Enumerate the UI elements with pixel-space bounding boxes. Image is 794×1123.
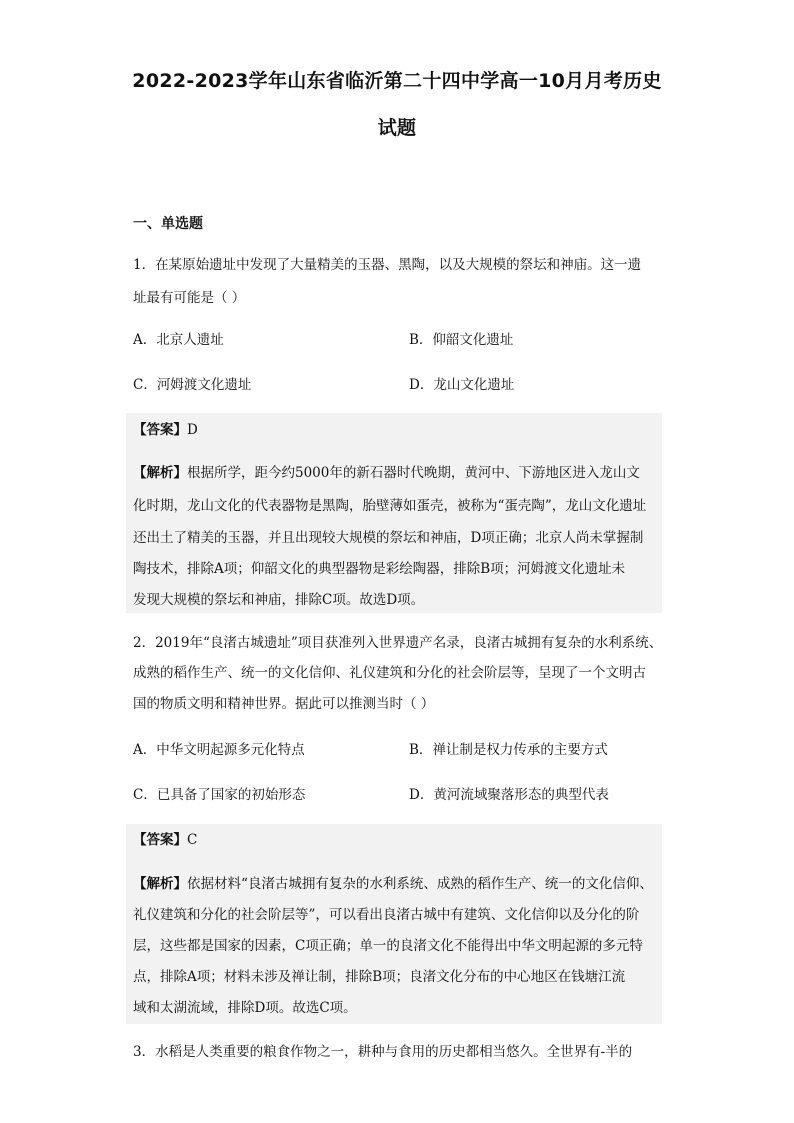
question-1-option-b: B．仰韶文化遗址 <box>409 332 514 348</box>
answer-value: D <box>187 422 198 438</box>
question-1-option-c: C．河姆渡文化遗址 <box>133 377 252 393</box>
question-2-stem-line-3: 国的物质文明和精神世界。据此可以推测当时（ ） <box>133 696 435 712</box>
analysis-text: 根据所学，距今约5000年的新石器时代晚期，黄河中、下游地区进入龙山文 <box>187 465 640 481</box>
question-1-analysis-line-4: 陶技术，排除A项；仰韶文化的典型器物是彩绘陶器，排除B项；河姆渡文化遗址未 <box>133 561 626 577</box>
question-1-stem-line-2: 址最有可能是（ ） <box>133 290 246 306</box>
question-2-option-b: B．禅让制是权力传承的主要方式 <box>409 742 608 758</box>
question-2-option-a: A．中华文明起源多元化特点 <box>133 742 305 758</box>
question-2-analysis-line-5: 域和太湖流域，排除D项。故选C项。 <box>133 1000 357 1016</box>
question-2-analysis-line-2: 礼仪建筑和分化的社会阶层等”，可以看出良渚古城中有建筑、文化信仰以及分化的阶 <box>133 907 640 923</box>
analysis-text: 依据材料“良渚古城拥有复杂的水利系统、成熟的稻作生产、统一的文化信仰、 <box>187 876 653 892</box>
answer-label: 【答案】 <box>133 832 187 848</box>
question-1-analysis-line-1 <box>133 463 663 483</box>
question-1-analysis-line-5: 发现大规模的祭坛和神庙，排除C项。故选D项。 <box>133 592 425 608</box>
question-1-analysis-line-2: 化时期，龙山文化的代表器物是黑陶，胎壁薄如蛋壳，被称为“蛋壳陶”，龙山文化遗址 <box>133 498 647 514</box>
question-2-analysis-line-3: 层，这些都是国家的因素，C项正确；单一的良渚文化不能得出中华文明起源的多元特 <box>133 938 643 954</box>
answer-label: 【答案】 <box>133 422 187 438</box>
question-2-stem-line-2: 成熟的稻作生产、统一的文化信仰、礼仪建筑和分化的社会阶层等，呈现了一个文明古 <box>133 665 646 681</box>
question-1-analysis-line-3: 还出土了精美的玉器，并且出现较大规模的祭坛和神庙，D项正确；北京人尚未掌握制 <box>133 530 644 546</box>
question-1-option-d: D．龙山文化遗址 <box>409 377 515 393</box>
question-2-analysis-line-1 <box>133 874 663 894</box>
question-2-answer <box>133 830 663 850</box>
document-title-line-2: 试题 <box>377 117 417 139</box>
question-1-stem-line-1: 1．在某原始遗址中发现了大量精美的玉器、黑陶，以及大规模的祭坛和神庙。这一遗 <box>133 257 642 273</box>
question-2-option-d: D．黄河流域聚落形态的典型代表 <box>409 787 609 803</box>
analysis-label: 【解析】 <box>133 876 187 892</box>
question-2-analysis-line-4: 点，排除A项；材料未涉及禅让制，排除B项；良渚文化分布的中心地区在钱塘江流 <box>133 969 626 985</box>
answer-value: C <box>187 832 198 848</box>
question-3-stem-line-1: 3．水稻是人类重要的粮食作物之一，耕种与食用的历史都相当悠久。全世界有-半的 <box>133 1044 633 1060</box>
analysis-label: 【解析】 <box>133 465 187 481</box>
section-heading: 一、单选题 <box>133 216 203 232</box>
question-1-option-a: A．北京人遗址 <box>133 332 224 348</box>
question-2-stem-line-1: 2．2019年“良渚古城遗址”项目获准列入世界遗产名录，良渚古城拥有复杂的水利系统、 <box>133 635 663 651</box>
question-2-option-c: C．已具备了国家的初始形态 <box>133 787 306 803</box>
question-1-answer <box>133 420 663 440</box>
document-title-line-1: 2022-2023学年山东省临沂第二十四中学高一10月月考历史 <box>132 70 662 92</box>
